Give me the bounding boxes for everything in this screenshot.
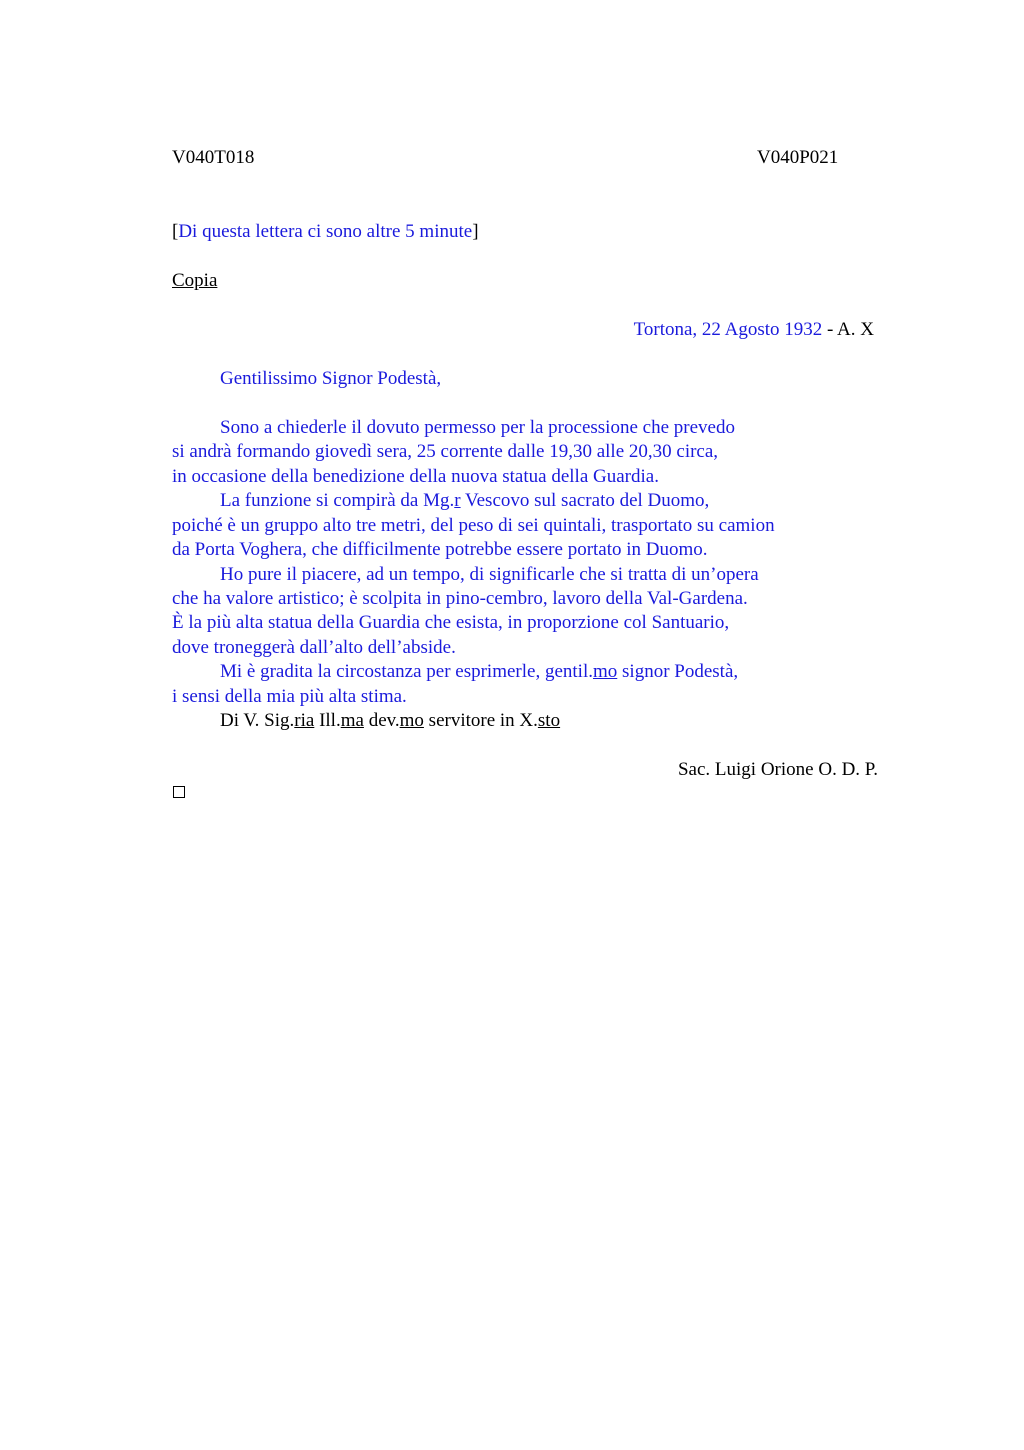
date-suffix: - A. X (822, 319, 874, 340)
salutation: Gentilissimo Signor Podestà, (220, 368, 442, 389)
body-line (220, 660, 738, 684)
body-line-text: La funzione si compirà da Mg. (220, 490, 455, 511)
closing-abbrev: mo (399, 710, 424, 731)
closing-text: Ill. (314, 710, 341, 731)
editorial-note (172, 220, 479, 244)
note-open-bracket: [ (172, 221, 179, 242)
body-line: poiché è un gruppo alto tre metri, del peso di sei quintali, trasportato su camion (172, 515, 775, 536)
body-line: Ho pure il piacere, ad un tempo, di significarle che si tratta di un’opera (220, 564, 759, 585)
body-line: si andrà formando giovedì sera, 25 corrente dalle 19,30 alle 20,30 circa, (172, 441, 719, 462)
date-place: Tortona, 22 Agosto 1932 (633, 319, 823, 340)
body-line-text: signor Podestà, (617, 661, 739, 682)
body-line: in occasione della benedizione della nuova statua della Guardia. (172, 466, 659, 487)
body-line: i sensi della mia più alta stima. (172, 686, 407, 707)
body-line: dove troneggerà dall’alto dell’abside. (172, 637, 456, 658)
body-line-text: Vescovo sul sacrato del Duomo, (460, 490, 710, 511)
header-left-code: V040T018 (172, 147, 255, 168)
closing-text: dev. (363, 710, 400, 731)
end-marker-checkbox-icon (173, 786, 185, 798)
closing-abbrev: ma (340, 710, 364, 731)
note-text: Di questa lettera ci sono altre 5 minute (178, 221, 473, 242)
copia-label: Copia (172, 270, 218, 291)
body-line: da Porta Voghera, che difficilmente potrebbe essere portato in Duomo. (172, 539, 708, 560)
body-line-superscript: r (454, 490, 461, 511)
body-line-text: Mi è gradita la circostanza per esprimerle, gentil. (220, 661, 593, 682)
body-line-superscript: mo (592, 661, 618, 682)
closing-abbrev: sto (537, 710, 561, 731)
date-line (634, 318, 874, 342)
closing-formula (220, 709, 560, 733)
body-line: che ha valore artistico; è scolpita in pino-cembro, lavoro della Val-Gardena. (172, 588, 748, 609)
header-right-code: V040P021 (757, 147, 839, 168)
closing-text: Di V. Sig. (220, 710, 295, 731)
body-line (220, 489, 709, 513)
body-line: Sono a chiederle il dovuto permesso per la processione che prevedo (220, 417, 735, 438)
signature: Sac. Luigi Orione O. D. P. (677, 759, 878, 780)
closing-abbrev: ria (294, 710, 315, 731)
closing-text: servitore in X. (423, 710, 538, 731)
body-line: È la più alta statua della Guardia che esista, in proporzione col Santuario, (172, 612, 730, 633)
note-close-bracket: ] (472, 221, 479, 242)
